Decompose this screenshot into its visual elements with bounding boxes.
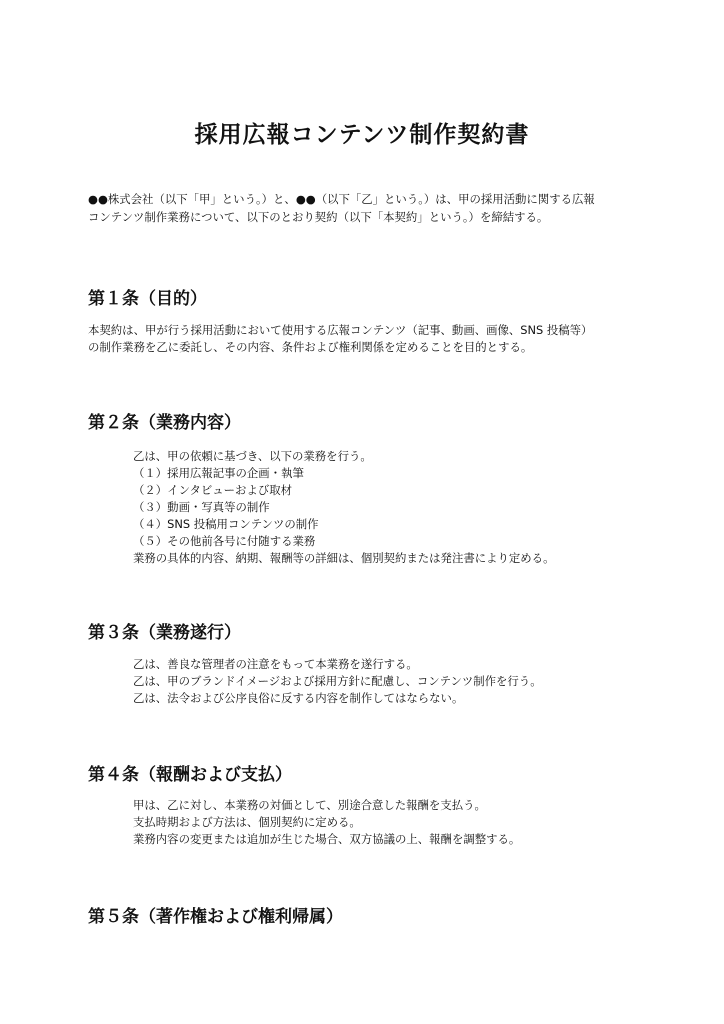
article-1-line: 本契約は、甲が行う採用活動において使用する広報コンテンツ（記事、動画、画像、SNS 投稿等）: [88, 323, 593, 337]
article-4-line: 甲は、乙に対し、本業務の対価として、別途合意した報酬を支払う。: [133, 798, 486, 812]
article-2-line: 乙は、甲の依頼に基づき、以下の業務を行う。: [133, 449, 372, 463]
intro-line: コンテンツ制作業務について、以下のとおり契約（以下「本契約」という。）を締結する。: [88, 210, 549, 224]
article-2-list-item: （４）SNS 投稿用コンテンツの制作: [133, 517, 319, 531]
article-2-list-item: （５）その他前各号に付随する業務: [133, 534, 316, 548]
article-3-body: [133, 656, 542, 707]
intro-paragraph: [88, 190, 648, 226]
article-3-line: 乙は、善良な管理者の注意をもって本業務を遂行する。: [133, 657, 418, 671]
article-2-line: 業務の具体的内容、納期、報酬等の詳細は、個別契約または発注書により定める。: [133, 551, 555, 565]
article-2-heading: 第２条（業務内容）: [88, 413, 241, 433]
article-4-body: [133, 797, 520, 848]
article-1-line: の制作業務を乙に委託し、その内容、条件および権利関係を定めることを目的とする。: [88, 340, 533, 354]
article-2-body: [133, 448, 554, 567]
article-4-line: 業務内容の変更または追加が生じた場合、双方協議の上、報酬を調整する。: [133, 832, 521, 846]
article-2-list-item: （３）動画・写真等の制作: [133, 500, 270, 514]
intro-line: ●●株式会社（以下「甲」という。）と、●●（以下「乙」という。）は、甲の採用活動に関する広報: [88, 192, 595, 206]
article-1-body: [88, 322, 592, 356]
article-5-heading: 第５条（著作権および権利帰属）: [88, 907, 343, 927]
article-2-list-item: （２）インタビューおよび取材: [133, 483, 293, 497]
article-3-heading: 第３条（業務遂行）: [88, 623, 241, 643]
article-3-line: 乙は、甲のブランドイメージおよび採用方針に配慮し、コンテンツ制作を行う。: [133, 674, 542, 688]
article-3-line: 乙は、法令および公序良俗に反する内容を制作してはならない。: [133, 691, 464, 705]
article-2-list-item: （１）採用広報記事の企画・執筆: [133, 466, 304, 480]
article-1-heading: 第１条（目的）: [88, 289, 207, 309]
article-4-line: 支払時期および方法は、個別契約に定める。: [133, 815, 361, 829]
document-title: 採用広報コンテンツ制作契約書: [194, 122, 530, 148]
article-4-heading: 第４条（報酬および支払）: [88, 765, 292, 785]
